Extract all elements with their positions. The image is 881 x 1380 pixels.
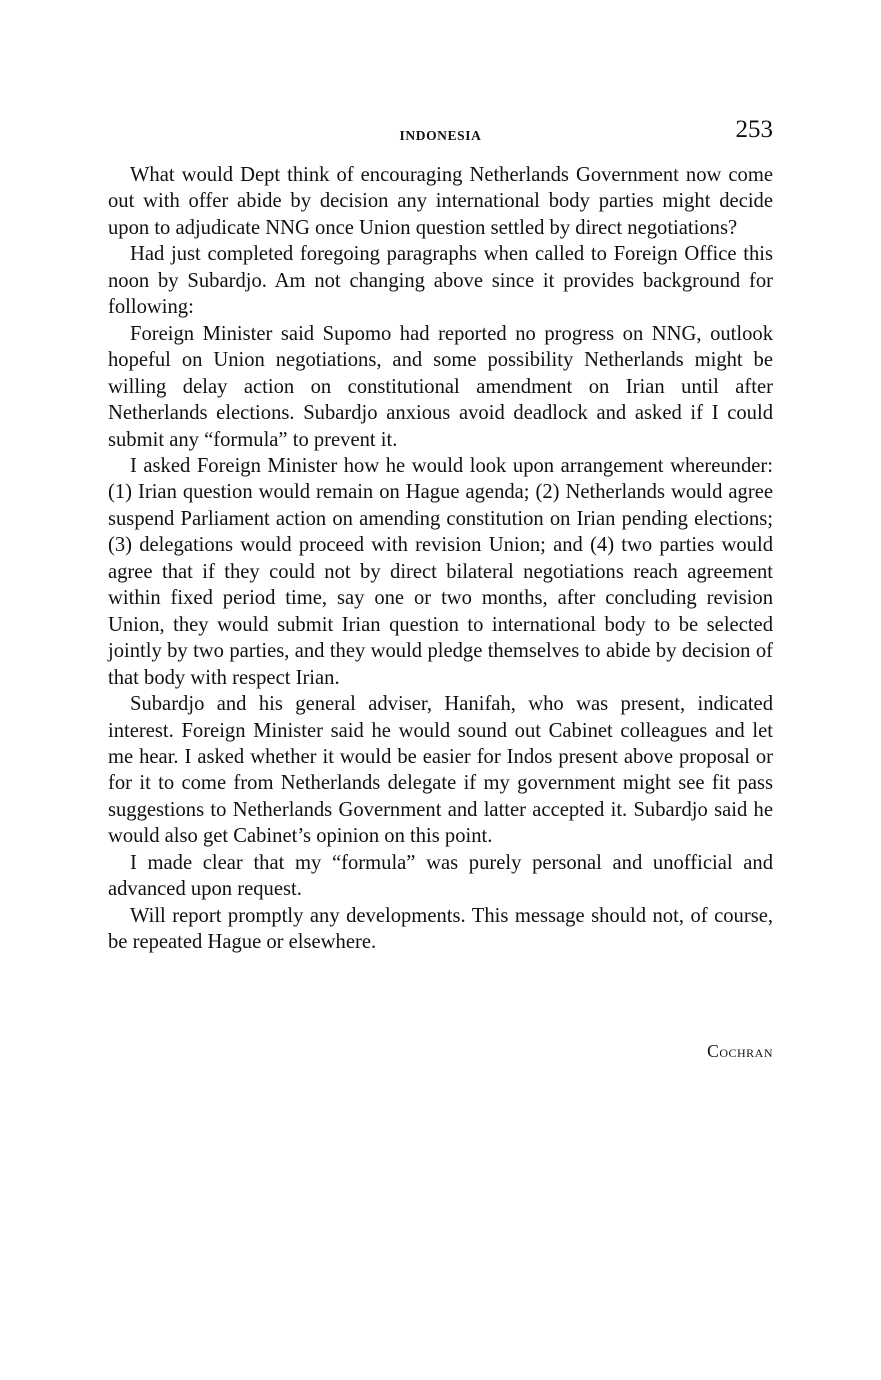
paragraph: Subardjo and his general adviser, Hanifah, who was present, indicated interest. Foreign Minister said he would sound out Cabinet colleagues and let me hear. I asked whether it would be easier for Indos present above proposal or for it to come from Netherlands delegate if my government might see fit pass suggestions to Netherlands Government and latter accepted it. Subardjo said he would also get Cabinet’s opinion on this point. bbox=[108, 693, 773, 848]
paragraph: I made clear that my “formula” was purely personal and unofficial and advanced upon request. bbox=[108, 851, 773, 901]
page-number: 253 bbox=[735, 116, 773, 143]
running-head bbox=[108, 116, 773, 152]
section-title: INDONESIA bbox=[399, 128, 482, 143]
paragraph: Will report promptly any developments. This message should not, of course, be repeated Hague or elsewhere. bbox=[108, 904, 773, 954]
paragraph: Foreign Minister said Supomo had reported no progress on NNG, outlook hopeful on Union negotiations, and some possibility Netherlands might be willing delay action on constitutional amendment on Irian until after Netherlands elections. Subardjo anxious avoid deadlock and asked if I could submit any “formula” to prevent it. bbox=[108, 322, 773, 451]
paragraph: I asked Foreign Minister how he would look upon arrangement whereunder: (1) Irian question would remain on Hague agenda; (2) Netherlands would agree suspend Parliament action on amending constitution on Irian pending elections; (3) delegations would proceed with revision Union; and (4) two parties would agree that if they could not by direct bilateral negotiations reach agreement within fixed period time, say one or two months, after concluding revision Union, they would submit Irian question to international body to be selected jointly by two parties, and they would pledge themselves to abide by decision of that body with respect Irian. bbox=[108, 454, 773, 689]
paragraph: What would Dept think of encouraging Netherlands Government now come out with offer abide by decision any international body parties might decide upon to adjudicate NNG once Union question settled by direct negotiations? bbox=[108, 164, 773, 239]
body-text bbox=[108, 162, 773, 956]
signature: Cochran bbox=[707, 1041, 773, 1061]
paragraph: Had just completed foregoing paragraphs when called to Foreign Office this noon by Subardjo. Am not changing above since it provides background for following: bbox=[108, 243, 773, 319]
